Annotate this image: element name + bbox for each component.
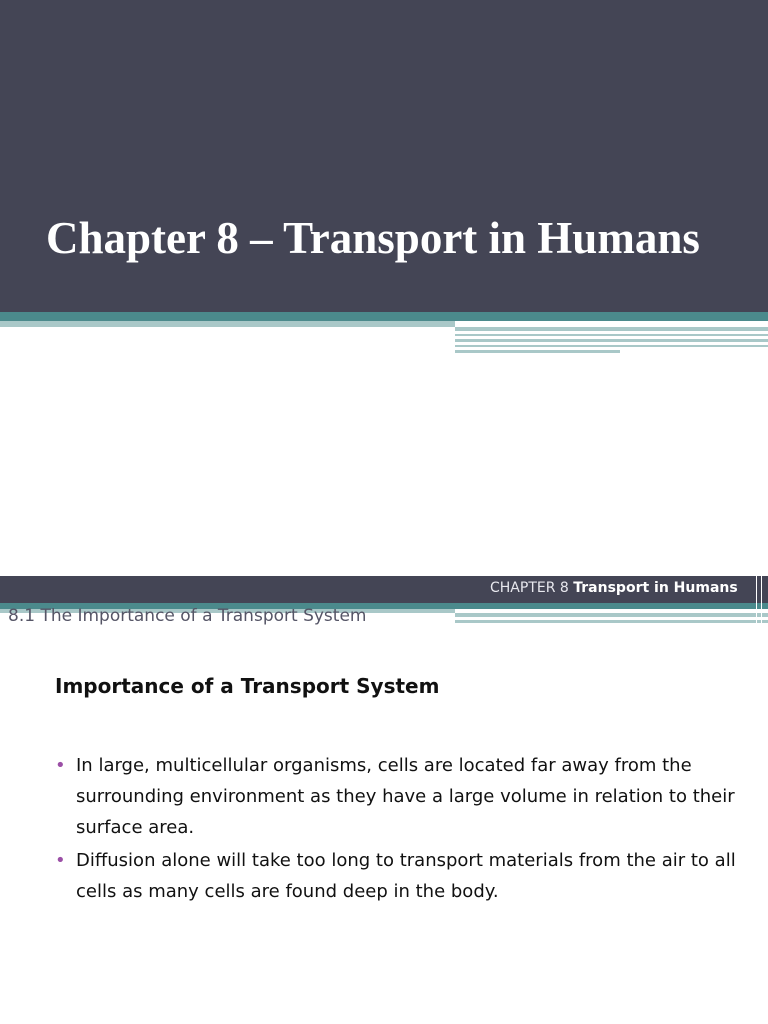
list-item xyxy=(55,845,755,907)
divider-line xyxy=(756,576,757,626)
bullet-list xyxy=(55,750,755,909)
bullet-icon: • xyxy=(55,755,66,776)
accent-line xyxy=(455,613,768,617)
chapter-title: Transport in Humans xyxy=(573,580,738,596)
content-heading: Importance of a Transport System xyxy=(55,674,440,698)
content-slide xyxy=(0,576,768,1024)
bullet-icon: • xyxy=(55,850,66,871)
section-heading: 8.1 The Importance of a Transport System xyxy=(8,606,367,626)
divider-line xyxy=(761,576,762,626)
accent-line xyxy=(455,620,768,623)
accent-line xyxy=(455,334,768,336)
accent-line xyxy=(455,350,620,353)
chapter-number: CHAPTER 8 xyxy=(490,580,569,596)
bullet-text: Diffusion alone will take too long to transport materials from the air to all cells as many cells are found deep in the body. xyxy=(76,850,736,902)
accent-stripe xyxy=(0,321,455,327)
slide-title: Chapter 8 – Transport in Humans xyxy=(46,213,700,263)
list-item xyxy=(55,750,755,843)
accent-line xyxy=(455,339,768,342)
accent-stripe xyxy=(0,312,768,321)
accent-line xyxy=(455,345,768,347)
accent-stripe xyxy=(455,327,768,331)
bullet-text: In large, multicellular organisms, cells are located far away from the surrounding environment as they have a large volume in relation to their surface area. xyxy=(76,755,735,838)
chapter-header xyxy=(490,580,738,596)
